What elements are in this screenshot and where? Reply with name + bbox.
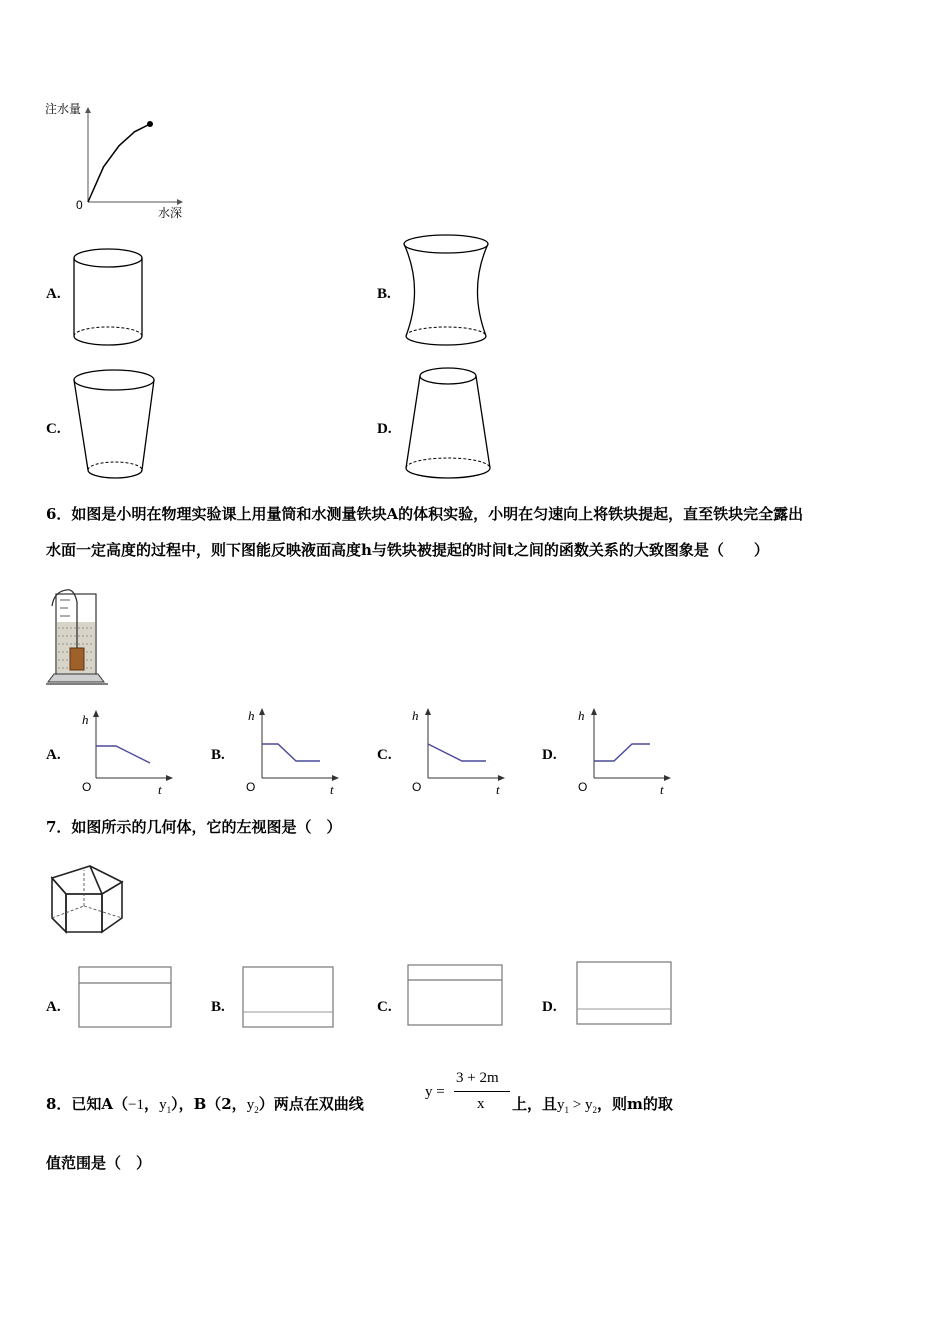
axis-origin-label: O (412, 780, 422, 794)
q6-option-c-label[interactable]: C. (377, 747, 392, 763)
q6-graph-d (570, 702, 674, 798)
axis-origin-label: O (82, 780, 92, 794)
q7-option-d-view (576, 961, 672, 1025)
axis-t-label: t (158, 782, 162, 797)
q7-option-d-label[interactable]: D. (542, 999, 557, 1015)
q5-option-a-cylinder (70, 244, 150, 348)
q8-question-line2: 值范围是（ ） (46, 1154, 152, 1172)
q7-option-c-label[interactable]: C. (377, 999, 392, 1015)
measuring-cylinder-illustration (44, 582, 112, 690)
q7-solid-illustration (44, 860, 128, 938)
q8-a-x: −1 (128, 1097, 145, 1113)
axis-t-label: t (496, 782, 500, 797)
axis-origin-label: O (578, 780, 588, 794)
q8-mid2: ）两点在双曲线 (258, 1095, 364, 1113)
q8-question-line1 (46, 1095, 364, 1119)
q6-option-a-label[interactable]: A. (46, 747, 61, 763)
q8-after-eq: 上，且 (512, 1095, 558, 1113)
eq-numerator: 3 + 2m (456, 1070, 499, 1086)
x-axis-label: 水深 (158, 206, 183, 220)
q5-option-a-label[interactable]: A. (46, 286, 61, 302)
y-axis-label: 注水量 (45, 102, 82, 116)
q8-comma: ， (144, 1095, 160, 1113)
q7-option-a-label[interactable]: A. (46, 999, 61, 1015)
eq-fraction-bar (454, 1091, 510, 1092)
curve-end-point (147, 121, 153, 127)
origin-label: 0 (76, 198, 83, 212)
eq-lhs: y = (425, 1084, 445, 1100)
water-volume-chart (40, 98, 200, 228)
q8-y1: $y_1$ (159, 1097, 172, 1115)
q6-option-d-label[interactable]: D. (542, 747, 557, 763)
axis-h-label: h (82, 712, 89, 727)
q8-equation (425, 1068, 515, 1118)
axis-h-label: h (248, 708, 255, 723)
q6-question-line1: 6．如图是小明在物理实验课上用量筒和水测量铁块A的体积实验，小明在匀速向上将铁块提起，直至铁块完全露出 (46, 505, 804, 523)
q8-mid: ），B（2， (171, 1095, 247, 1113)
eq-denominator: x (477, 1096, 485, 1112)
q6-graph-b (238, 702, 342, 798)
axis-h-label: h (412, 708, 419, 723)
q7-option-b-label[interactable]: B. (211, 999, 225, 1015)
q5-option-c-label[interactable]: C. (46, 421, 61, 437)
q5-option-b-hourglass (398, 232, 494, 348)
axis-t-label: t (330, 782, 334, 797)
q5-option-d-frustum (400, 364, 498, 484)
q8-y2: $y_2$ (246, 1097, 259, 1115)
q6-question-line2: 水面一定高度的过程中，则下图能反映液面高度h与铁块被提起的时间t之间的函数关系的大致图象是（ ） (46, 541, 769, 559)
q8-ineq: $y_1 > y_2$ (557, 1097, 597, 1115)
q6-option-b-label[interactable]: B. (211, 747, 225, 763)
q8-prefix: 8．已知A（ (46, 1095, 129, 1113)
q7-option-c-view (407, 964, 503, 1026)
volume-curve (88, 124, 150, 202)
q5-option-c-cup (70, 366, 162, 484)
q7-option-b-view (242, 966, 334, 1028)
q5-option-b-label[interactable]: B. (377, 286, 391, 302)
q8-tail: ，则m的取 (596, 1095, 673, 1113)
axis-origin-label: O (246, 780, 256, 794)
q5-option-d-label[interactable]: D. (377, 421, 392, 437)
q7-question: 7．如图所示的几何体，它的左视图是（ ） (46, 818, 342, 836)
q8-question-line1-tail (512, 1095, 673, 1119)
axis-h-label: h (578, 708, 585, 723)
q7-option-a-view (78, 966, 172, 1028)
q6-graph-a (72, 706, 176, 798)
q6-graph-c (404, 702, 508, 798)
axis-t-label: t (660, 782, 664, 797)
